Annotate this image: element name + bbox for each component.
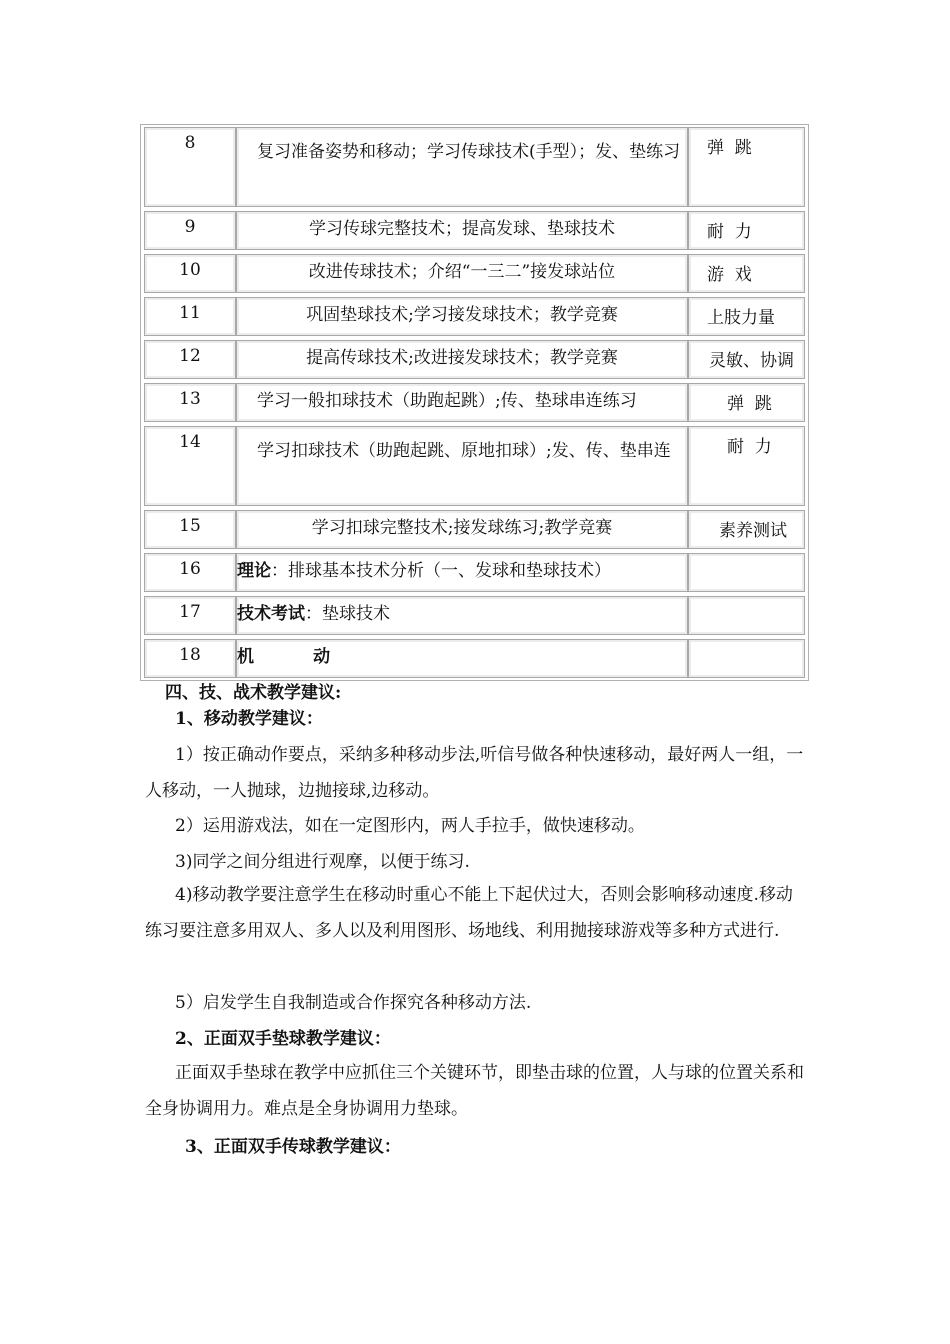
lesson-content: ：垫球技术: [305, 604, 390, 624]
content-cell: [236, 553, 688, 592]
week-number: 11: [179, 303, 201, 323]
paragraph: 1）按正确动作要点，采纳多种移动步法,听信号做各种快速移动，最好两人一组，一人移动，一人抛球，边抛接球,边移动。: [145, 745, 804, 801]
table-row: [141, 637, 808, 680]
week-cell: [144, 297, 236, 336]
fitness-note: 弹 跳: [707, 138, 752, 158]
content-cell: [236, 639, 688, 678]
week-cell: [144, 254, 236, 293]
week-cell: [144, 127, 236, 207]
lesson-content: 学习传球完整技术；提高发球、垫球技术: [309, 219, 615, 239]
lesson-content: 学习一般扣球技术（助跑起跳）;传、垫球串连练习: [257, 391, 637, 411]
lesson-content: 学习扣球技术（助跑起跳、原地扣球）;发、传、垫串连: [257, 441, 671, 461]
paragraph: 4)移动教学要注意学生在移动时重心不能上下起伏过大，否则会影响移动速度.移动练习要注意多用双人、多人以及利用图形、场地线、利用抛接球游戏等多种方式进行.: [145, 885, 793, 941]
paragraph: 正面双手垫球在教学中应抓住三个关键环节，即垫击球的位置，人与球的位置关系和全身协调用力。难点是全身协调用力垫球。: [145, 1063, 804, 1119]
row-label: 机 动: [237, 647, 331, 667]
week-cell: [144, 639, 236, 678]
note-cell: [688, 596, 805, 635]
table-row: [141, 338, 808, 381]
week-number: 18: [179, 645, 201, 665]
week-number: 14: [179, 432, 201, 452]
fitness-note: 上肢力量: [707, 308, 775, 328]
fitness-note: 灵敏、协调: [709, 351, 794, 371]
paragraph: 3)同学之间分组进行观摩，以便于练习.: [175, 852, 470, 872]
row-label: 理论: [237, 561, 271, 581]
fitness-note: 素养测试: [719, 521, 787, 541]
content-cell: [236, 340, 688, 379]
note-cell: [688, 297, 805, 336]
fitness-note: 弹 跳: [727, 394, 772, 414]
content-cell: [236, 426, 688, 506]
week-number: 12: [179, 346, 201, 366]
table-row: [141, 125, 808, 209]
table-row: [141, 551, 808, 594]
week-number: 10: [179, 260, 201, 280]
table-row: [141, 424, 808, 508]
paragraph: 5）启发学生自我制造或合作探究各种移动方法.: [175, 993, 532, 1013]
fitness-note: 游 戏: [707, 265, 752, 285]
note-cell: [688, 127, 805, 207]
note-cell: [688, 254, 805, 293]
note-cell: [688, 426, 805, 506]
week-cell: [144, 426, 236, 506]
table-row: [141, 381, 808, 424]
note-cell: [688, 639, 805, 678]
content-cell: [236, 383, 688, 422]
week-number: 15: [179, 516, 201, 536]
lesson-content: 学习扣球完整技术;接发球练习;教学竞赛: [311, 518, 613, 538]
fitness-note: 耐 力: [707, 222, 752, 242]
note-cell: [688, 553, 805, 592]
schedule-table: [140, 124, 809, 681]
table-row: [141, 252, 808, 295]
week-cell: [144, 340, 236, 379]
paragraph: 2）运用游戏法，如在一定图形内，两人手拉手，做快速移动。: [175, 816, 645, 836]
week-cell: [144, 211, 236, 250]
lesson-content: 巩固垫球技术;学习接发球技术；教学竞赛: [306, 305, 618, 325]
week-cell: [144, 510, 236, 549]
content-cell: [236, 211, 688, 250]
week-number: 8: [184, 133, 196, 153]
lesson-content: 复习准备姿势和移动；学习传球技术(手型）；发、垫练习: [257, 142, 681, 162]
week-cell: [144, 553, 236, 592]
content-cell: [236, 596, 688, 635]
subsection-title-movement: 1、移动教学建议：: [175, 709, 323, 729]
content-cell: [236, 510, 688, 549]
week-number: 17: [179, 602, 201, 622]
row-label: 技术考试: [237, 604, 305, 624]
note-cell: [688, 340, 805, 379]
lesson-content: ：排球基本技术分析（一、发球和垫球技术）: [271, 561, 611, 581]
week-cell: [144, 383, 236, 422]
week-cell: [144, 596, 236, 635]
section-title: 四、技、战术教学建议:: [165, 683, 342, 703]
subsection-title-set: 3、正面双手传球教学建议：: [185, 1137, 401, 1157]
lesson-content: 提高传球技术;改进接发球技术；教学竞赛: [306, 348, 618, 368]
note-cell: [688, 383, 805, 422]
note-cell: [688, 211, 805, 250]
week-number: 16: [179, 559, 201, 579]
content-cell: [236, 127, 688, 207]
week-number: 9: [184, 217, 196, 237]
table-row: [141, 295, 808, 338]
table-row: [141, 594, 808, 637]
note-cell: [688, 510, 805, 549]
lesson-content: 改进传球技术；介绍“一三二”接发球站位: [308, 262, 616, 282]
table-row: [141, 209, 808, 252]
content-cell: [236, 254, 688, 293]
week-number: 13: [179, 389, 201, 409]
content-cell: [236, 297, 688, 336]
subsection-title-dig: 2、正面双手垫球教学建议：: [175, 1029, 391, 1049]
fitness-note: 耐 力: [727, 437, 772, 457]
table-row: [141, 508, 808, 551]
